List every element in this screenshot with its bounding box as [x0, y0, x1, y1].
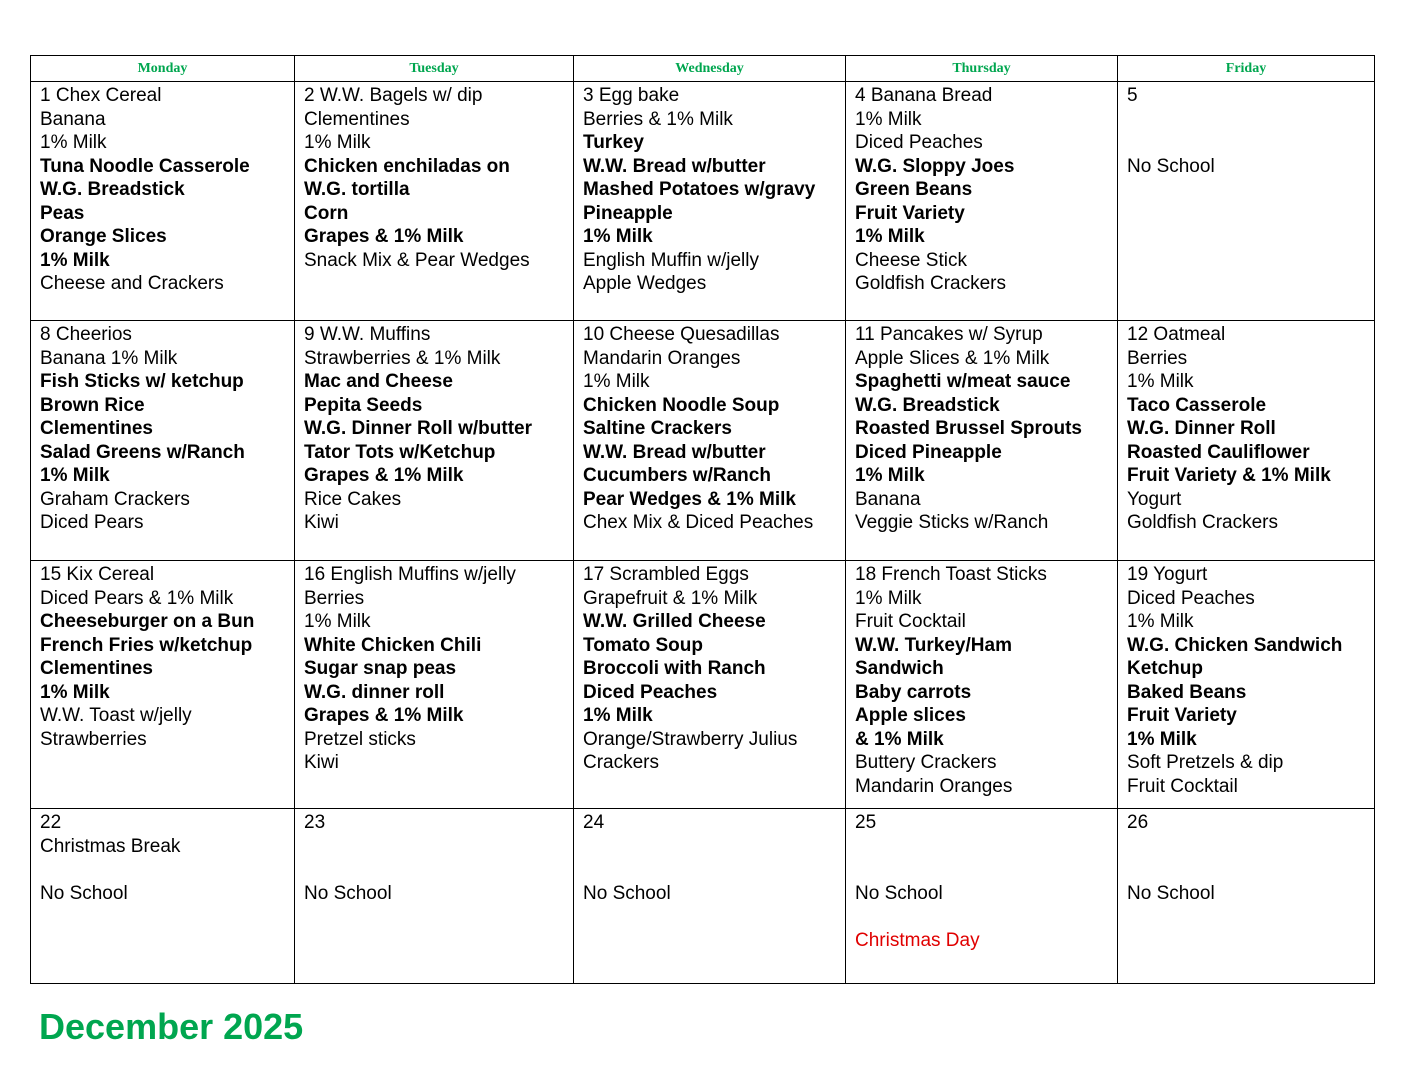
- menu-item: Diced Peaches: [1127, 587, 1255, 609]
- menu-item: 1% Milk: [1127, 371, 1194, 392]
- menu-item: [40, 858, 294, 882]
- day-cell: [295, 809, 574, 984]
- menu-item: 1% Milk: [304, 132, 371, 153]
- menu-item: 1% Milk: [583, 371, 650, 392]
- menu-item: Chicken Noodle Soup: [583, 394, 780, 416]
- menu-item: Graham Crackers: [40, 488, 190, 510]
- day-cell: [1118, 321, 1375, 561]
- menu-item: 1% Milk: [583, 705, 653, 726]
- menu-item: Cheeseburger on a Bun: [40, 611, 255, 632]
- menu-item: Diced Pears: [40, 512, 144, 533]
- menu-item: W.G. Sloppy Joes: [855, 155, 1015, 177]
- menu-item: Rice Cakes: [304, 488, 402, 510]
- menu-item: W.G. Dinner Roll: [1127, 418, 1276, 439]
- weekday-header-row: [31, 56, 1375, 82]
- day-number-line: 9 W.W. Muffins: [304, 324, 431, 345]
- day-number-line: 8 Cheerios: [40, 324, 132, 345]
- weekday-header: Thursday: [846, 56, 1118, 82]
- day-cell: [31, 561, 295, 809]
- day-cell: [295, 321, 574, 561]
- menu-item: Apple Slices & 1% Milk: [855, 347, 1050, 369]
- menu-item: 1% Milk: [583, 226, 653, 247]
- menu-item: Orange/Strawberry Julius: [583, 728, 798, 750]
- menu-item: Salad Greens w/Ranch: [40, 441, 245, 463]
- menu-item: No School: [583, 882, 671, 904]
- menu-item: Berries & 1% Milk: [583, 108, 733, 130]
- menu-item: [583, 858, 845, 882]
- menu-item: Cheese Stick: [855, 249, 967, 271]
- menu-item: 1% Milk: [1127, 728, 1197, 750]
- menu-item: Tator Tots w/Ketchup: [304, 441, 496, 463]
- day-number-line: 4 Banana Bread: [855, 85, 993, 106]
- menu-item: Buttery Crackers: [855, 752, 997, 773]
- menu-item: Grapes & 1% Milk: [304, 705, 464, 726]
- menu-item: Fruit Variety & 1% Milk: [1127, 465, 1331, 486]
- day-cell: [846, 809, 1118, 984]
- menu-item: 1% Milk: [40, 132, 107, 153]
- menu-item: Orange Slices: [40, 226, 167, 247]
- menu-item: W.W. Bread w/butter: [583, 441, 766, 463]
- menu-item: 1% Milk: [855, 587, 922, 609]
- menu-item: English Muffin w/jelly: [583, 249, 760, 271]
- menu-item: Fruit Cocktail: [855, 611, 966, 632]
- menu-item: Strawberries & 1% Milk: [304, 347, 501, 369]
- menu-item: Tomato Soup: [583, 634, 703, 656]
- day-cell: [31, 82, 295, 321]
- day-cell: [1118, 809, 1375, 984]
- menu-item: [855, 905, 1117, 929]
- menu-item: Taco Casserole: [1127, 394, 1267, 416]
- menu-item: Diced Peaches: [583, 681, 718, 703]
- menu-item: & 1% Milk: [855, 728, 944, 750]
- weekday-header: Wednesday: [574, 56, 846, 82]
- menu-item: 1% Milk: [1127, 611, 1194, 632]
- day-number-line: 26: [1127, 812, 1149, 833]
- week-row: [31, 321, 1375, 561]
- menu-item: Turkey: [583, 132, 644, 153]
- menu-item: 1% Milk: [855, 108, 922, 130]
- menu-item: Grapes & 1% Milk: [304, 226, 464, 247]
- menu-item: W.G. Breadstick: [40, 179, 185, 200]
- menu-item: W.W. Turkey/Ham: [855, 634, 1012, 656]
- day-cell: [574, 561, 846, 809]
- weekday-header: Tuesday: [295, 56, 574, 82]
- menu-item: 1% Milk: [40, 681, 110, 703]
- day-number-line: 1 Chex Cereal: [40, 85, 162, 106]
- day-cell: [1118, 82, 1375, 321]
- menu-item: Sandwich: [855, 658, 944, 679]
- day-cell: [846, 321, 1118, 561]
- menu-item: Tuna Noodle Casserole: [40, 155, 250, 177]
- menu-item: [1127, 858, 1374, 882]
- menu-item: Corn: [304, 202, 349, 224]
- menu-item: Banana 1% Milk: [40, 347, 178, 369]
- day-number-line: 5: [1127, 85, 1138, 106]
- day-cell: [295, 82, 574, 321]
- menu-item: [583, 835, 845, 859]
- menu-item: Mandarin Oranges: [583, 347, 741, 369]
- menu-item: Broccoli with Ranch: [583, 658, 766, 679]
- menu-item: Diced Peaches: [855, 132, 983, 153]
- menu-item: Pretzel sticks: [304, 728, 416, 750]
- day-cell: [846, 82, 1118, 321]
- menu-item: Mandarin Oranges: [855, 775, 1013, 797]
- menu-item: French Fries w/ketchup: [40, 634, 253, 656]
- menu-item: Sugar snap peas: [304, 658, 457, 679]
- menu-item: Crackers: [583, 752, 660, 773]
- menu-item: Apple Wedges: [583, 273, 707, 294]
- day-number-line: 15 Kix Cereal: [40, 564, 155, 585]
- menu-item: W.G. tortilla: [304, 179, 410, 200]
- menu-item: Green Beans: [855, 179, 973, 200]
- menu-item: [855, 858, 1117, 882]
- menu-item: W.W. Grilled Cheese: [583, 611, 766, 632]
- menu-item: White Chicken Chili: [304, 634, 482, 656]
- menu-item: [304, 835, 573, 859]
- menu-item: Soft Pretzels & dip: [1127, 752, 1284, 773]
- day-number-line: 25: [855, 812, 877, 833]
- weekday-header: Monday: [31, 56, 295, 82]
- day-cell: [31, 321, 295, 561]
- day-number-line: 19 Yogurt: [1127, 564, 1208, 585]
- menu-item: Banana: [855, 488, 921, 510]
- day-cell: [1118, 561, 1375, 809]
- day-cell: [574, 82, 846, 321]
- weekday-header: Friday: [1118, 56, 1375, 82]
- week-row: [31, 561, 1375, 809]
- day-number-line: 17 Scrambled Eggs: [583, 564, 749, 585]
- menu-item: No School: [304, 882, 392, 904]
- menu-item: Pepita Seeds: [304, 394, 423, 416]
- menu-item: [1127, 131, 1374, 155]
- menu-item: Veggie Sticks w/Ranch: [855, 512, 1049, 533]
- menu-item: Christmas Break: [40, 835, 181, 857]
- menu-item: W.W. Toast w/jelly: [40, 705, 192, 726]
- menu-item: Clementines: [40, 658, 153, 679]
- menu-item: Grapes & 1% Milk: [304, 465, 464, 486]
- menu-item: Fruit Variety: [1127, 705, 1237, 726]
- menu-item: Mac and Cheese: [304, 371, 453, 392]
- menu-item: Cheese and Crackers: [40, 273, 224, 294]
- menu-item: Spaghetti w/meat sauce: [855, 371, 1071, 392]
- day-cell: [295, 561, 574, 809]
- menu-item: Diced Pineapple: [855, 441, 1002, 463]
- menu-item: Goldfish Crackers: [1127, 512, 1278, 533]
- menu-item: Mashed Potatoes w/gravy: [583, 179, 816, 200]
- day-cell: [574, 321, 846, 561]
- menu-item: Yogurt: [1127, 488, 1182, 510]
- menu-item: Christmas Day: [855, 929, 980, 951]
- menu-item: Saltine Crackers: [583, 418, 732, 439]
- menu-item: W.G. dinner roll: [304, 681, 445, 703]
- day-number-line: 24: [583, 812, 605, 833]
- menu-item: Strawberries: [40, 728, 147, 750]
- menu-item: No School: [1127, 155, 1215, 177]
- menu-item: Clementines: [40, 418, 153, 439]
- menu-item: Kiwi: [304, 512, 339, 533]
- menu-item: 1% Milk: [40, 249, 110, 271]
- day-cell: [31, 809, 295, 984]
- menu-item: [1127, 835, 1374, 859]
- day-number-line: 3 Egg bake: [583, 85, 680, 106]
- day-number-line: 23: [304, 812, 326, 833]
- menu-item: Pineapple: [583, 202, 673, 224]
- menu-item: Fruit Variety: [855, 202, 965, 224]
- menu-item: Roasted Brussel Sprouts: [855, 418, 1082, 439]
- menu-item: Roasted Cauliflower: [1127, 441, 1310, 463]
- month-title: December 2025: [39, 1006, 304, 1047]
- menu-item: [1127, 108, 1374, 132]
- menu-calendar: [30, 55, 1375, 984]
- menu-item: Berries: [1127, 347, 1188, 369]
- menu-item: Brown Rice: [40, 394, 145, 416]
- day-number-line: 18 French Toast Sticks: [855, 564, 1047, 585]
- menu-item: 1% Milk: [855, 226, 925, 247]
- menu-item: Baby carrots: [855, 681, 972, 703]
- menu-item: Apple slices: [855, 705, 966, 726]
- menu-item: 1% Milk: [304, 611, 371, 632]
- day-cell: [574, 809, 846, 984]
- menu-item: Diced Pears & 1% Milk: [40, 587, 234, 609]
- menu-item: 1% Milk: [40, 465, 110, 486]
- menu-item: 1% Milk: [855, 465, 925, 486]
- menu-item: Banana: [40, 108, 106, 130]
- menu-item: Fruit Cocktail: [1127, 775, 1238, 797]
- menu-item: Kiwi: [304, 752, 339, 773]
- week-row: [31, 809, 1375, 984]
- menu-item: Snack Mix & Pear Wedges: [304, 249, 530, 271]
- menu-item: Peas: [40, 202, 85, 224]
- menu-item: Cucumbers w/Ranch: [583, 465, 771, 486]
- menu-item: Pear Wedges & 1% Milk: [583, 488, 796, 510]
- day-number-line: 12 Oatmeal: [1127, 324, 1226, 345]
- menu-item: No School: [855, 882, 943, 904]
- menu-item: No School: [40, 882, 128, 904]
- menu-item: No School: [1127, 882, 1215, 904]
- menu-item: Clementines: [304, 108, 410, 130]
- menu-item: Baked Beans: [1127, 681, 1247, 703]
- day-number-line: 22: [40, 812, 62, 833]
- menu-item: Berries: [304, 587, 365, 609]
- menu-item: Grapefruit & 1% Milk: [583, 587, 758, 609]
- menu-item: Goldfish Crackers: [855, 273, 1006, 294]
- menu-item: [855, 835, 1117, 859]
- menu-item: Chicken enchiladas on: [304, 155, 510, 177]
- menu-item: W.G. Breadstick: [855, 394, 1000, 416]
- day-cell: [846, 561, 1118, 809]
- day-number-line: 2 W.W. Bagels w/ dip: [304, 85, 483, 106]
- menu-item: Chex Mix & Diced Peaches: [583, 512, 814, 533]
- menu-item: [304, 858, 573, 882]
- week-row: [31, 82, 1375, 321]
- menu-item: W.G. Dinner Roll w/butter: [304, 418, 532, 439]
- menu-item: W.G. Chicken Sandwich: [1127, 634, 1343, 656]
- menu-item: Ketchup: [1127, 658, 1203, 679]
- menu-item: W.W. Bread w/butter: [583, 155, 766, 177]
- day-number-line: 10 Cheese Quesadillas: [583, 324, 780, 345]
- menu-item: Fish Sticks w/ ketchup: [40, 371, 244, 392]
- day-number-line: 11 Pancakes w/ Syrup: [855, 324, 1043, 345]
- day-number-line: 16 English Muffins w/jelly: [304, 564, 516, 585]
